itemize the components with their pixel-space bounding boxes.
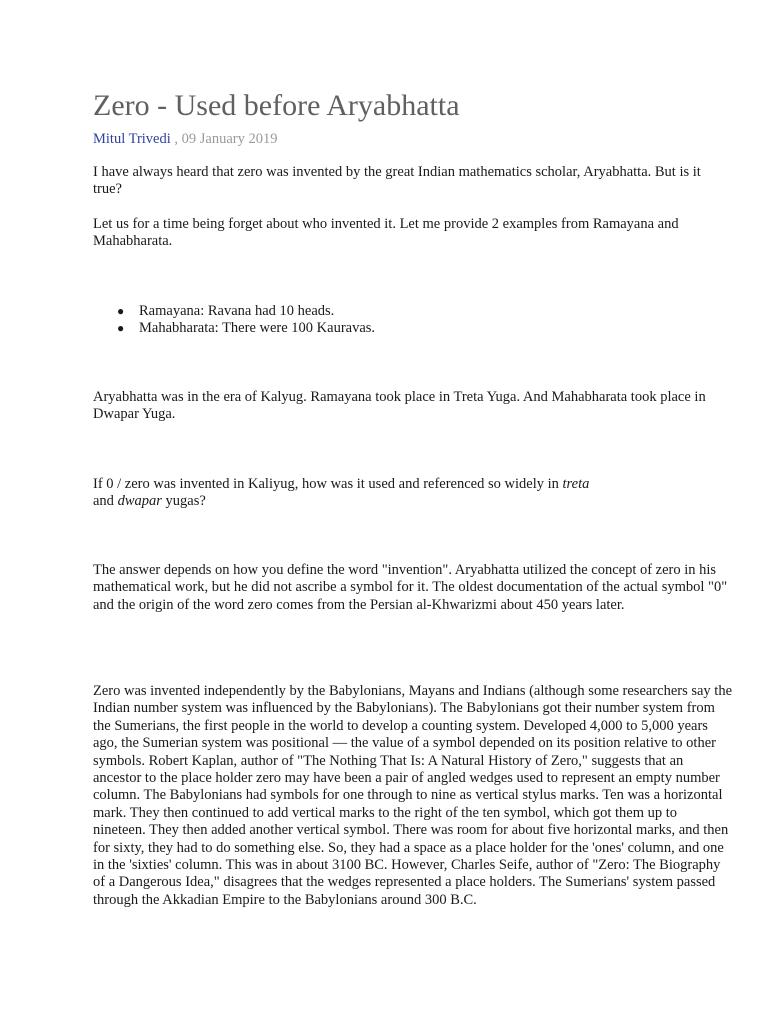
question-text: If 0 / zero was invented in Kaliyug, how was it used and referenced so widely in xyxy=(93,476,563,492)
question-end: yugas? xyxy=(161,493,206,510)
dwapar-word: dwapar xyxy=(117,493,162,510)
list-item-text: Ramayana: Ravana had 10 heads. xyxy=(139,303,335,319)
paragraph-intro: I have always heard that zero was invented by the great Indian mathematics scholar, Aryabhatta. But is it true? xyxy=(93,164,701,198)
list-item-text: Mahabharata: There were 100 Kauravas. xyxy=(139,320,376,337)
paragraph-yugas: Aryabhatta was in the era of Kalyug. Ramayana took place in Treta Yuga. And Mahabharata took place in Dwapar Yuga. xyxy=(93,389,706,423)
bullet-icon: ● xyxy=(117,321,125,336)
paragraph-answer: The answer depends on how you define the word "invention". Aryabhatta utilized the concept of zero in his mathematical work, but he did not ascribe a symbol for it. The oldest documentation of the actual symbol "0" and the origin of the word zero comes from the Persian al-Khwarizmi about 450 years later. xyxy=(93,562,728,613)
bullet-icon: ● xyxy=(117,304,125,318)
publish-date: 09 January 2019 xyxy=(181,131,278,147)
byline xyxy=(93,130,277,148)
date-separator: , xyxy=(170,131,182,147)
paragraph-examples: Let us for a time being forget about who invented it. Let me provide 2 examples from Ramayana and Mahabharata. xyxy=(93,216,679,250)
and-word: and xyxy=(93,493,118,510)
list-item xyxy=(93,303,375,320)
paragraph-question xyxy=(93,476,593,511)
paragraph-history: Zero was invented independently by the Babylonians, Mayans and Indians (although some researchers say the Indian number system was influenced by the Babylonians). The Babylonians got their number system from the Sumerians, the first people in the world to develop a counting system. Developed 4,000 to 5,000 years ago, the Sumerian system was positional — the value of a symbol depended on its position relative to other symbols. Robert Kaplan, author of "The Nothing That Is: A Natural History of Zero," suggests that an ancestor to the place holder zero may have been a pair of angled wedges used to represent an empty number column. The Babylonians had symbols for one through to nine as vertical stylus marks. Ten was a horizontal mark. They then continued to add vertical marks to the right of the ten symbol, which got them up to nineteen. They then added another vertical symbol. There was room for about five horizontal marks, and then for sixty, they had to do something else. So, they had a space as a place holder for the 'ones' column, and one in the 'sixties' column. This was in about 3100 BC. However, Charles Seife, author of "Zero: The Biography of a Dangerous Idea," disagrees that the wedges represented a place holders. The Sumerians' system passed through the Akkadian Empire to the Babylonians around 300 B.C. xyxy=(93,683,733,908)
treta-word: treta xyxy=(562,476,590,492)
article-title: Zero - Used before Aryabhatta xyxy=(93,89,460,122)
examples-list xyxy=(93,303,375,338)
author-link[interactable]: Mitul Trivedi xyxy=(93,131,171,147)
list-item xyxy=(93,320,375,337)
